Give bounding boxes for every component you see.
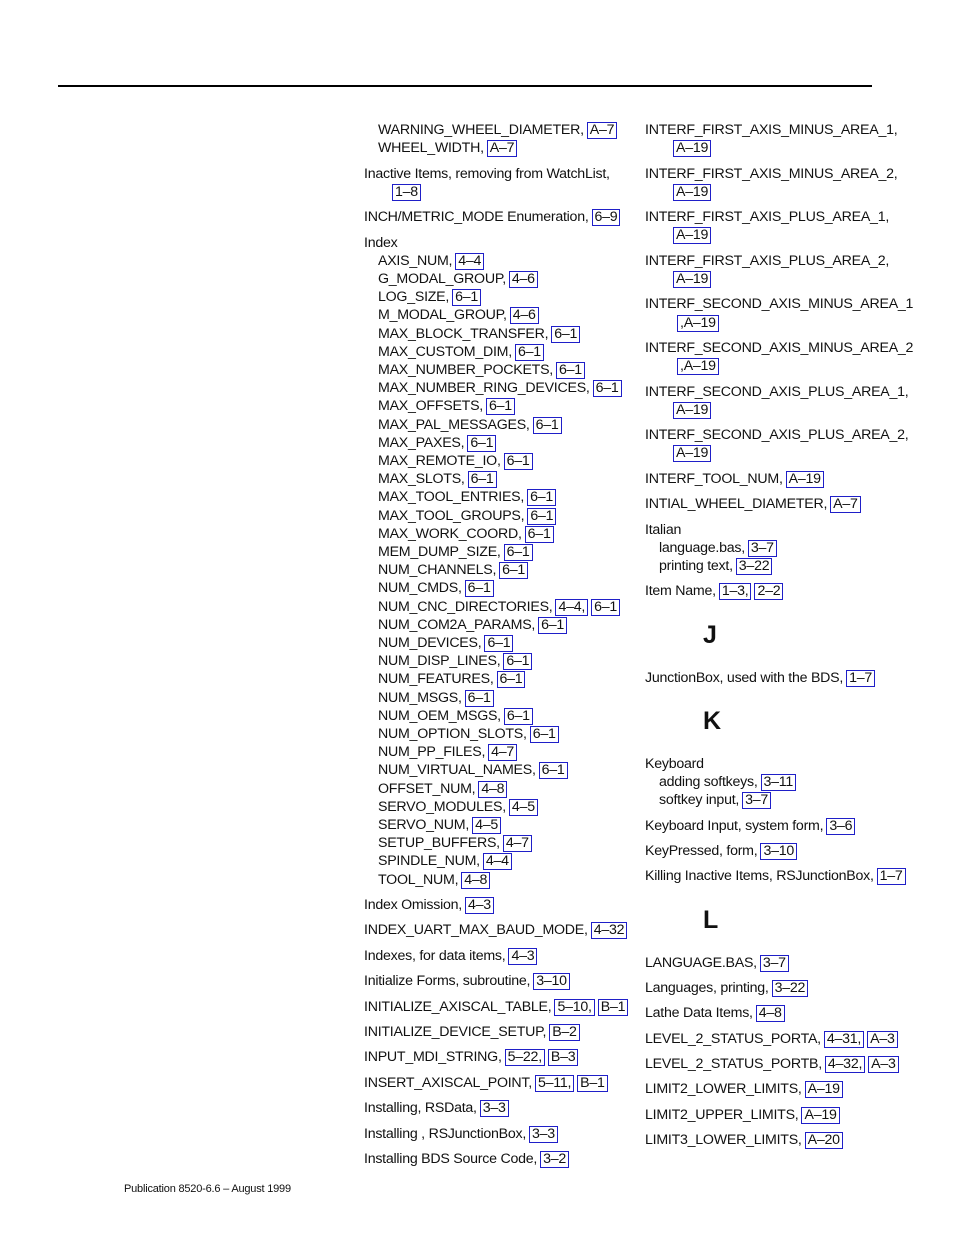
- entry-label: MAX_SLOTS,: [378, 471, 465, 488]
- index-entry: [364, 1074, 634, 1092]
- entry-label: INTERF_SECOND_AXIS_MINUS_AREA_2: [645, 339, 914, 356]
- index-entry: [364, 165, 634, 201]
- entry-label: INCH/METRIC_MODE Enumeration,: [364, 209, 589, 226]
- entry-label: Indexes, for data items,: [364, 947, 506, 964]
- page-reference-link[interactable]: 3–7: [760, 955, 789, 972]
- page-reference-link[interactable]: 6–1: [525, 526, 554, 543]
- page-reference-link[interactable]: 6–1: [484, 635, 513, 652]
- page-reference-link[interactable]: 6–1: [504, 544, 533, 561]
- subentry-group: [645, 539, 915, 575]
- entry-label: INTERF_SECOND_AXIS_PLUS_AREA_1,: [645, 383, 909, 400]
- page-reference-link[interactable]: 4–3: [508, 948, 537, 965]
- index-subentry: [364, 288, 634, 306]
- section-letter-heading: K: [703, 706, 722, 735]
- page-reference-link[interactable]: A–19: [673, 402, 711, 419]
- entry-label: WARNING_WHEEL_DIAMETER,: [378, 122, 584, 138]
- index-entry: [364, 998, 634, 1016]
- entry-label: Installing, RSData,: [364, 1100, 477, 1117]
- entry-label: SETUP_BUFFERS,: [378, 835, 500, 852]
- page-reference-link[interactable]: 2–2: [754, 583, 783, 600]
- entry-label: SPINDLE_NUM,: [378, 853, 480, 870]
- index-subentry: [364, 743, 634, 761]
- page-reference-link[interactable]: 6–1: [465, 690, 494, 707]
- page-reference-link[interactable]: 1–7: [877, 868, 906, 885]
- index-subentry: [364, 579, 634, 597]
- entry-continuation: [645, 270, 915, 288]
- page-reference-link[interactable]: 6–1: [452, 289, 481, 306]
- page-reference-link[interactable]: 4–5: [472, 817, 501, 834]
- index-subentry: [364, 798, 634, 816]
- page-reference-link[interactable]: ,A–19: [677, 358, 719, 375]
- index-entry: [645, 755, 915, 773]
- entry-label: MAX_TOOL_ENTRIES,: [378, 489, 525, 506]
- index-subentry: [645, 539, 915, 557]
- entry-label: INDEX_UART_MAX_BAUD_MODE,: [364, 922, 588, 939]
- entry-label: Index Omission,: [364, 897, 462, 914]
- index-subentry: [364, 525, 634, 543]
- entry-label: LEVEL_2_STATUS_PORTB,: [645, 1056, 822, 1073]
- index-subentry: [364, 871, 634, 889]
- index-entry: [645, 979, 915, 997]
- page-reference-link[interactable]: 3–3: [480, 1100, 509, 1117]
- page-reference-link[interactable]: 4–4,: [555, 599, 588, 616]
- entry-continuation: [645, 401, 915, 419]
- entry-label: LOG_SIZE,: [378, 289, 450, 306]
- page-reference-link[interactable]: B–3: [548, 1049, 579, 1066]
- entry-label: INTIAL_WHEEL_DIAMETER,: [645, 496, 828, 513]
- page-reference-link[interactable]: 6–1: [497, 671, 526, 688]
- index-subentry: [364, 670, 634, 688]
- entry-label: LIMIT2_LOWER_LIMITS,: [645, 1081, 802, 1098]
- index-entry: [645, 669, 915, 687]
- entry-label: INITIALIZE_DEVICE_SETUP,: [364, 1024, 547, 1041]
- index-subentry: [364, 325, 634, 343]
- index-subentry: [364, 343, 634, 361]
- index-entry: [364, 208, 634, 226]
- page-reference-link[interactable]: 6–1: [593, 380, 622, 397]
- index-entry: [645, 1106, 915, 1124]
- index-entry: [645, 383, 915, 419]
- entry-label: Index: [364, 234, 398, 251]
- entry-label: MAX_REMOTE_IO,: [378, 453, 501, 470]
- entry-label: INITIALIZE_AXISCAL_TABLE,: [364, 998, 552, 1015]
- index-column-left: [364, 121, 634, 1175]
- entry-label: Inactive Items, removing from WatchList,: [364, 165, 610, 182]
- page-reference-link[interactable]: 6–1: [465, 580, 494, 597]
- page-reference-link[interactable]: 6–1: [530, 726, 559, 743]
- entry-label: Keyboard Input, system form,: [645, 817, 824, 834]
- index-subentry: [645, 791, 915, 809]
- page-reference-link[interactable]: 3–7: [742, 792, 771, 809]
- entry-label: INTERF_FIRST_AXIS_MINUS_AREA_1,: [645, 122, 898, 138]
- index-subentry: [364, 470, 634, 488]
- index-subentry: [364, 252, 634, 270]
- page-reference-link[interactable]: 6–1: [538, 617, 567, 634]
- index-subentry: [364, 361, 634, 379]
- entry-label: NUM_DISP_LINES,: [378, 653, 501, 670]
- entry-label: AXIS_NUM,: [378, 252, 453, 269]
- publication-footer: Publication 8520-6.6 – August 1999: [124, 1183, 291, 1195]
- entry-label: Killing Inactive Items, RSJunctionBox,: [645, 868, 874, 885]
- page-reference-link[interactable]: 5–22,: [505, 1049, 545, 1066]
- index-entry: [645, 165, 915, 201]
- entry-label: INTERF_SECOND_AXIS_MINUS_AREA_1: [645, 296, 914, 313]
- page-reference-link[interactable]: 6–1: [467, 435, 496, 452]
- page-reference-link[interactable]: 4–32: [591, 922, 628, 939]
- index-entry: [645, 208, 915, 244]
- entry-label: MAX_TOOL_GROUPS,: [378, 507, 525, 524]
- page-reference-link[interactable]: A–20: [805, 1132, 843, 1149]
- index-entry: [645, 1080, 915, 1098]
- entry-label: INTERF_TOOL_NUM,: [645, 470, 783, 487]
- page-reference-link[interactable]: 6–1: [504, 708, 533, 725]
- subentry-group: [364, 252, 634, 889]
- entry-label: NUM_DEVICES,: [378, 635, 482, 652]
- index-subentry: [364, 397, 634, 415]
- entry-label: INPUT_MDI_STRING,: [364, 1049, 502, 1066]
- index-entry: [364, 921, 634, 939]
- entry-label: MAX_OFFSETS,: [378, 398, 483, 415]
- header-rule: [58, 85, 872, 87]
- entry-label: KeyPressed, form,: [645, 842, 758, 859]
- index-subentry: [364, 616, 634, 634]
- index-subentry: [364, 121, 634, 139]
- entry-label: Installing BDS Source Code,: [364, 1150, 538, 1167]
- index-entry: [364, 947, 634, 965]
- entry-label: LEVEL_2_STATUS_PORTA,: [645, 1030, 821, 1047]
- page-reference-link[interactable]: A–19: [801, 1107, 839, 1124]
- page-reference-link[interactable]: 3–7: [748, 540, 777, 557]
- page-reference-link[interactable]: A–3: [867, 1031, 898, 1048]
- page-reference-link[interactable]: 6–1: [499, 562, 528, 579]
- entry-label: NUM_CMDS,: [378, 580, 462, 597]
- index-entry: [364, 1048, 634, 1066]
- page-reference-link[interactable]: 5–11,: [535, 1075, 574, 1092]
- entry-continuation: [364, 183, 634, 201]
- index-subentry: [364, 852, 634, 870]
- index-entry: [645, 867, 915, 885]
- entry-label: JunctionBox, used with the BDS,: [645, 669, 844, 686]
- index-subentry: [364, 761, 634, 779]
- index-subentry: [364, 725, 634, 743]
- page-reference-link[interactable]: 4–7: [503, 835, 532, 852]
- entry-label: adding softkeys,: [659, 773, 758, 790]
- page-reference-link[interactable]: B–1: [598, 999, 629, 1016]
- page-reference-link[interactable]: A–7: [587, 122, 618, 139]
- page-reference-link[interactable]: 6–1: [504, 453, 533, 470]
- entry-label: Keyboard: [645, 755, 704, 772]
- page-reference-link[interactable]: 6–1: [551, 326, 580, 343]
- page-reference-link[interactable]: A–19: [673, 445, 711, 462]
- entry-label: INSERT_AXISCAL_POINT,: [364, 1074, 532, 1091]
- entry-label: MAX_BLOCK_TRANSFER,: [378, 325, 549, 342]
- index-entry: [645, 121, 915, 157]
- page-reference-link[interactable]: 4–7: [488, 744, 517, 761]
- page-reference-link[interactable]: 6–1: [533, 417, 562, 434]
- page-reference-link[interactable]: A–7: [830, 496, 861, 513]
- entry-label: MAX_NUMBER_RING_DEVICES,: [378, 380, 590, 397]
- page-reference-link[interactable]: 4–6: [509, 271, 538, 288]
- page-reference-link[interactable]: 3–22: [736, 558, 773, 575]
- page-reference-link[interactable]: 4–5: [509, 799, 538, 816]
- index-subentry: [364, 306, 634, 324]
- index-entry: [645, 470, 915, 488]
- page-reference-link[interactable]: A–19: [673, 227, 711, 244]
- index-subentry: [364, 434, 634, 452]
- entry-label: MAX_NUMBER_POCKETS,: [378, 362, 553, 378]
- page-reference-link[interactable]: A–19: [673, 184, 711, 201]
- index-subentry: [364, 634, 634, 652]
- page-reference-link[interactable]: 6–1: [527, 489, 556, 506]
- entry-label: softkey input,: [659, 792, 740, 809]
- index-subentry: [364, 707, 634, 725]
- entry-label: NUM_FEATURES,: [378, 671, 494, 688]
- page-reference-link[interactable]: 3–22: [772, 980, 809, 997]
- index-subentry: [364, 416, 634, 434]
- entry-label: NUM_PP_FILES,: [378, 744, 486, 761]
- page-reference-link[interactable]: 4–8: [461, 872, 490, 889]
- entry-continuation: [645, 139, 915, 157]
- page-reference-link[interactable]: 4–4: [455, 253, 484, 270]
- entry-label: Installing , RSJunctionBox,: [364, 1125, 527, 1142]
- page-reference-link[interactable]: B–2: [549, 1024, 580, 1041]
- page-reference-link[interactable]: A–19: [786, 471, 824, 488]
- page-reference-link[interactable]: 6–1: [527, 508, 556, 525]
- index-entry: [645, 1004, 915, 1022]
- entry-label: Item Name,: [645, 583, 716, 600]
- page-reference-link[interactable]: 3–10: [533, 973, 570, 990]
- entry-label: WHEEL_WIDTH,: [378, 140, 484, 157]
- page-reference-link[interactable]: 1–8: [392, 184, 421, 201]
- index-subentry: [645, 557, 915, 575]
- index-subentry: [364, 834, 634, 852]
- index-entry: [645, 339, 915, 375]
- index-entry: [364, 896, 634, 914]
- index-entry: [645, 521, 915, 539]
- index-entry: [364, 1125, 634, 1143]
- entry-label: LIMIT2_UPPER_LIMITS,: [645, 1106, 799, 1123]
- index-subentry: [364, 652, 634, 670]
- entry-label: MAX_PAXES,: [378, 434, 465, 451]
- entry-label: Italian: [645, 521, 682, 538]
- index-subentry: [364, 780, 634, 798]
- index-subentry: [364, 507, 634, 525]
- index-subentry: [364, 379, 634, 397]
- index-entry: [645, 426, 915, 462]
- entry-label: printing text,: [659, 557, 733, 574]
- index-entry: [645, 295, 915, 331]
- page-reference-link[interactable]: A–7: [487, 140, 518, 157]
- page-reference-link[interactable]: A–3: [868, 1056, 899, 1073]
- page-reference-link[interactable]: 1–7: [846, 670, 875, 687]
- entry-continuation: [645, 183, 915, 201]
- entry-label: INTERF_FIRST_AXIS_PLUS_AREA_1,: [645, 209, 890, 226]
- index-entry: [364, 234, 634, 252]
- index-entry: [645, 842, 915, 860]
- index-subentry: [645, 773, 915, 791]
- index-subentry: [364, 452, 634, 470]
- entry-label: INTERF_SECOND_AXIS_PLUS_AREA_2,: [645, 427, 909, 444]
- page-reference-link[interactable]: 3–11: [761, 774, 797, 791]
- entry-label: MAX_WORK_COORD,: [378, 525, 522, 542]
- page-reference-link[interactable]: 4–4: [483, 853, 512, 870]
- entry-label: Lathe Data Items,: [645, 1005, 753, 1022]
- index-entry: [645, 252, 915, 288]
- entry-label: NUM_OEM_MSGS,: [378, 707, 501, 724]
- entry-label: MEM_DUMP_SIZE,: [378, 544, 501, 561]
- page-reference-link[interactable]: 6–1: [486, 398, 515, 415]
- index-entry: [645, 1055, 915, 1073]
- entry-label: Initialize Forms, subroutine,: [364, 973, 531, 990]
- index-column-right: [645, 121, 915, 1157]
- entry-label: NUM_MSGS,: [378, 689, 462, 706]
- entry-label: MAX_CUSTOM_DIM,: [378, 343, 512, 360]
- entry-label: G_MODAL_GROUP,: [378, 270, 506, 287]
- page-reference-link[interactable]: 3–6: [826, 818, 855, 835]
- page-reference-link[interactable]: 4–8: [756, 1005, 785, 1022]
- entry-label: LANGUAGE.BAS,: [645, 954, 757, 971]
- entry-label: SERVO_NUM,: [378, 817, 470, 834]
- entry-label: NUM_OPTION_SLOTS,: [378, 726, 527, 743]
- entry-label: Languages, printing,: [645, 979, 769, 996]
- page-reference-link[interactable]: 4–6: [510, 307, 539, 324]
- entry-label: NUM_COM2A_PARAMS,: [378, 616, 536, 633]
- index-entry: [645, 1030, 915, 1048]
- page-reference-link[interactable]: 4–32,: [825, 1056, 865, 1073]
- page-reference-link[interactable]: 5–10,: [554, 999, 594, 1016]
- page-reference-link[interactable]: 6–9: [592, 209, 621, 226]
- entry-label: OFFSET_NUM,: [378, 780, 476, 797]
- index-entry: [364, 1150, 634, 1168]
- page-reference-link[interactable]: B–1: [577, 1075, 608, 1092]
- page-reference-link[interactable]: A–19: [805, 1081, 843, 1098]
- page-reference-link[interactable]: ,A–19: [677, 315, 719, 332]
- index-entry: [364, 972, 634, 990]
- entry-label: NUM_VIRTUAL_NAMES,: [378, 762, 536, 779]
- page-reference-link[interactable]: 4–3: [465, 897, 494, 914]
- entry-continuation: [645, 226, 915, 244]
- entry-continuation: [645, 444, 915, 462]
- entry-label: LIMIT3_LOWER_LIMITS,: [645, 1132, 802, 1149]
- entry-label: NUM_CNC_DIRECTORIES,: [378, 598, 553, 615]
- index-subentry: [364, 689, 634, 707]
- index-subentry: [364, 816, 634, 834]
- entry-label: M_MODAL_GROUP,: [378, 307, 507, 324]
- page-reference-link[interactable]: 3–10: [760, 843, 797, 860]
- index-entry: [364, 1023, 634, 1041]
- page-reference-link[interactable]: 6–1: [468, 471, 497, 488]
- entry-continuation: [645, 314, 915, 332]
- page-reference-link[interactable]: 4–8: [478, 781, 507, 798]
- page-reference-link[interactable]: 6–1: [503, 653, 532, 670]
- index-subentry: [364, 561, 634, 579]
- page-reference-link[interactable]: 1–3,: [719, 583, 752, 600]
- index-entry: [645, 954, 915, 972]
- index-entry: [364, 1099, 634, 1117]
- page-reference-link[interactable]: A–19: [673, 271, 711, 288]
- index-entry: [645, 495, 915, 513]
- subentry-group: [645, 773, 915, 809]
- entry-label: language.bas,: [659, 539, 745, 556]
- section-letter-heading: J: [703, 620, 717, 649]
- page-reference-link[interactable]: 6–1: [591, 599, 620, 616]
- index-entry: [645, 817, 915, 835]
- entry-label: MAX_PAL_MESSAGES,: [378, 416, 530, 433]
- index-subentry: [364, 598, 634, 616]
- page-reference-link[interactable]: 3–2: [540, 1151, 569, 1168]
- page-reference-link[interactable]: 6–1: [539, 762, 568, 779]
- entry-label: INTERF_FIRST_AXIS_PLUS_AREA_2,: [645, 252, 890, 269]
- entry-label: INTERF_FIRST_AXIS_MINUS_AREA_2,: [645, 165, 898, 182]
- page-reference-link[interactable]: A–19: [673, 140, 711, 157]
- index-subentry: [364, 270, 634, 288]
- index-subentry: [364, 543, 634, 561]
- entry-label: TOOL_NUM,: [378, 871, 459, 888]
- index-subentry: [364, 139, 634, 157]
- page-reference-link[interactable]: 4–31,: [824, 1031, 864, 1048]
- index-entry: [645, 582, 915, 600]
- index-subentry: [364, 488, 634, 506]
- index-entry: [645, 1131, 915, 1149]
- page-reference-link[interactable]: 6–1: [515, 344, 544, 361]
- entry-label: SERVO_MODULES,: [378, 798, 506, 815]
- page-reference-link[interactable]: 6–1: [556, 362, 585, 379]
- section-letter-heading: L: [703, 905, 719, 934]
- entry-continuation: [645, 357, 915, 375]
- page-reference-link[interactable]: 3–3: [529, 1126, 558, 1143]
- entry-label: NUM_CHANNELS,: [378, 562, 497, 579]
